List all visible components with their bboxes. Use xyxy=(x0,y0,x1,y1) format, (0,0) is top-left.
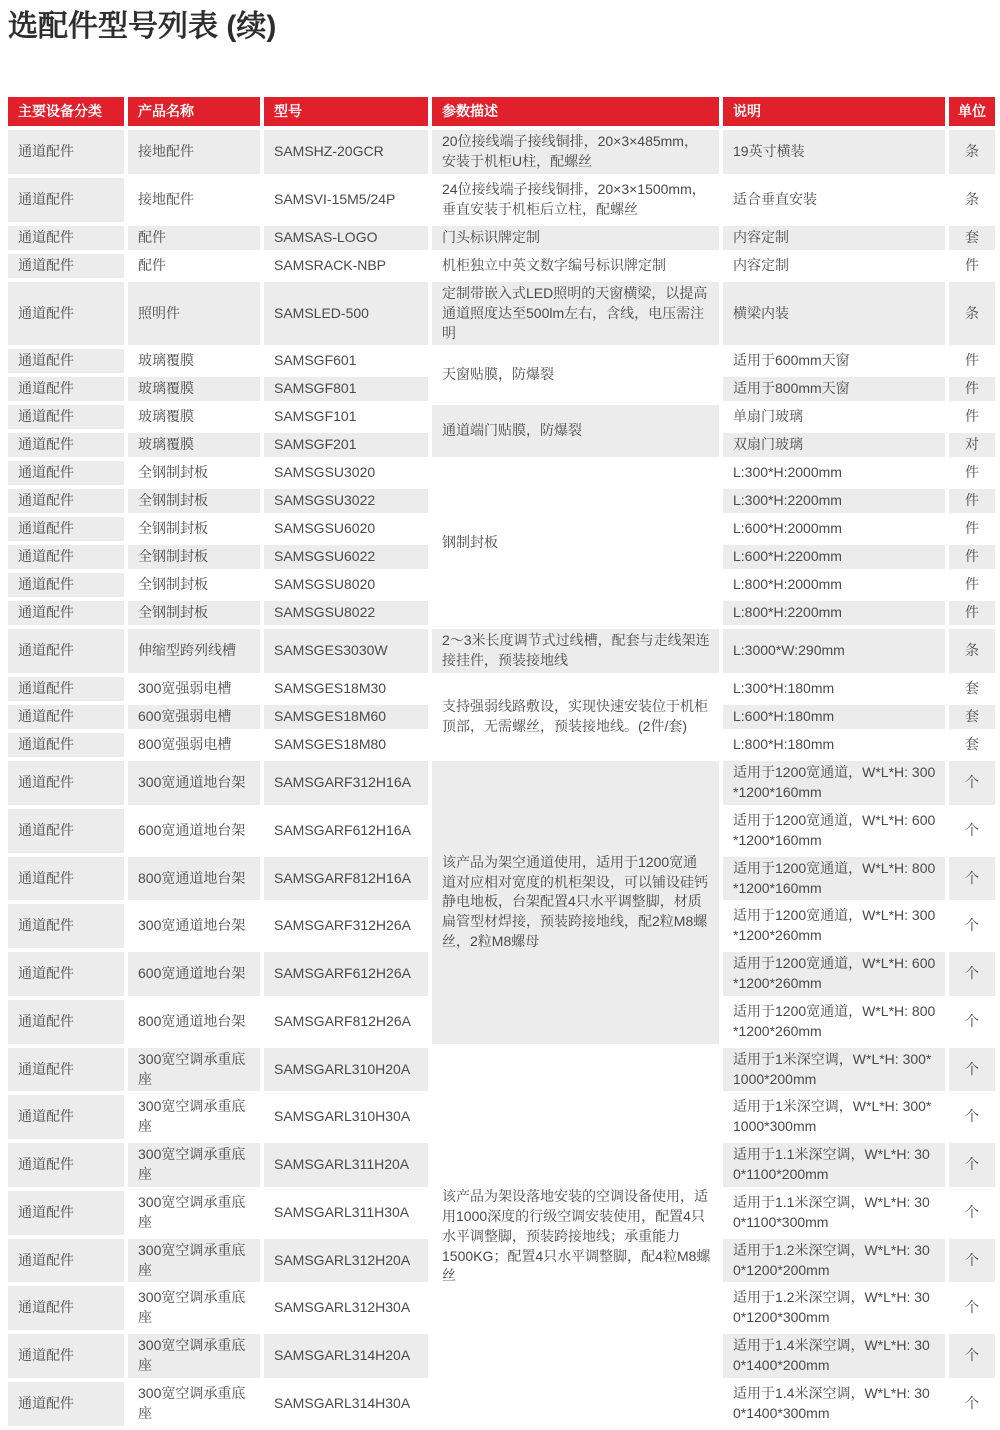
category-cell: 通道配件 xyxy=(8,573,124,597)
description-cell: 该产品为架空通道使用，适用于1200宽通道对应相对宽度的机柜架设，可以铺设硅钙静电地板，台架配置4只水平调整脚，材质扁管型材焊接，预装跨接地线，配2粒M8螺丝，2粒M8螺母 xyxy=(432,761,719,1044)
product-name-cell: 全钢制封板 xyxy=(128,573,260,597)
unit-cell: 个 xyxy=(949,1000,995,1044)
col-header-model: 型号 xyxy=(264,97,428,126)
note-cell: L:600*H:180mm xyxy=(723,705,945,729)
model-cell: SAMSGARF612H16A xyxy=(264,809,428,853)
col-header-description: 参数描述 xyxy=(432,97,719,126)
col-header-category: 主要设备分类 xyxy=(8,97,124,126)
product-name-cell: 300宽通道地台架 xyxy=(128,904,260,948)
category-cell: 通道配件 xyxy=(8,809,124,853)
unit-cell: 条 xyxy=(949,629,995,673)
model-cell: SAMSGSU3022 xyxy=(264,489,428,513)
product-name-cell: 300宽空调承重底座 xyxy=(128,1239,260,1283)
unit-cell: 套 xyxy=(949,733,995,757)
model-cell: SAMSGF101 xyxy=(264,405,428,429)
model-cell: SAMSGARL314H20A xyxy=(264,1334,428,1378)
model-cell: SAMSGES18M30 xyxy=(264,677,428,701)
unit-cell: 件 xyxy=(949,377,995,401)
category-cell: 通道配件 xyxy=(8,517,124,541)
note-cell: 双扇门玻璃 xyxy=(723,433,945,457)
category-cell: 通道配件 xyxy=(8,733,124,757)
unit-cell: 个 xyxy=(949,1382,995,1426)
note-cell: 适用于1.1米深空调，W*L*H: 300*1100*300mm xyxy=(723,1191,945,1235)
category-cell: 通道配件 xyxy=(8,433,124,457)
model-cell: SAMSVI-15M5/24P xyxy=(264,178,428,222)
model-cell: SAMSGARL312H20A xyxy=(264,1239,428,1283)
table-row xyxy=(8,629,995,673)
category-cell: 通道配件 xyxy=(8,1048,124,1092)
unit-cell: 个 xyxy=(949,809,995,853)
product-name-cell: 玻璃覆膜 xyxy=(128,405,260,429)
model-cell: SAMSGF801 xyxy=(264,377,428,401)
table-row xyxy=(8,1048,995,1092)
product-name-cell: 300宽空调承重底座 xyxy=(128,1143,260,1187)
note-cell: 适用于1.2米深空调，W*L*H: 300*1200*300mm xyxy=(723,1286,945,1330)
note-cell: L:800*H:2200mm xyxy=(723,601,945,625)
description-cell: 天窗贴膜，防爆裂 xyxy=(432,349,719,401)
product-name-cell: 800宽通道地台架 xyxy=(128,857,260,901)
note-cell: 适用于800mm天窗 xyxy=(723,377,945,401)
category-cell: 通道配件 xyxy=(8,178,124,222)
product-name-cell: 300宽空调承重底座 xyxy=(128,1382,260,1426)
product-name-cell: 伸缩型跨列线槽 xyxy=(128,629,260,673)
product-name-cell: 300宽空调承重底座 xyxy=(128,1048,260,1092)
product-name-cell: 600宽通道地台架 xyxy=(128,952,260,996)
description-cell: 该产品为架设落地安装的空调设备使用，适用1000深度的行级空调安装使用，配置4只水平调整脚，预装跨接地线；承重能力1500KG；配置4只水平调整脚，配4粒M8螺丝 xyxy=(432,1048,719,1426)
product-name-cell: 全钢制封板 xyxy=(128,489,260,513)
category-cell: 通道配件 xyxy=(8,130,124,174)
note-cell: L:3000*W:290mm xyxy=(723,629,945,673)
model-cell: SAMSGSU6022 xyxy=(264,545,428,569)
category-cell: 通道配件 xyxy=(8,226,124,250)
model-cell: SAMSGARL314H30A xyxy=(264,1382,428,1426)
description-cell: 支持强弱线路敷设，实现快速安装位于机柜顶部，无需螺丝，预装接地线。(2件/套) xyxy=(432,677,719,757)
header-row xyxy=(8,97,995,126)
page-title: 选配件型号列表 (续) xyxy=(8,10,277,43)
category-cell: 通道配件 xyxy=(8,1191,124,1235)
category-cell: 通道配件 xyxy=(8,677,124,701)
model-cell: SAMSHZ-20GCR xyxy=(264,130,428,174)
unit-cell: 个 xyxy=(949,761,995,805)
table-body xyxy=(8,130,995,1426)
note-cell: 适用于1200宽通道，W*L*H: 800*1200*160mm xyxy=(723,857,945,901)
category-cell: 通道配件 xyxy=(8,405,124,429)
unit-cell: 件 xyxy=(949,573,995,597)
product-name-cell: 300宽空调承重底座 xyxy=(128,1191,260,1235)
product-name-cell: 300宽空调承重底座 xyxy=(128,1286,260,1330)
unit-cell: 对 xyxy=(949,433,995,457)
description-cell: 定制带嵌入式LED照明的天窗横梁，以提高通道照度达至500lm左右，含线，电压需注明 xyxy=(432,282,719,346)
unit-cell: 套 xyxy=(949,677,995,701)
category-cell: 通道配件 xyxy=(8,904,124,948)
model-cell: SAMSGARF812H26A xyxy=(264,1000,428,1044)
col-header-note: 说明 xyxy=(723,97,945,126)
product-name-cell: 玻璃覆膜 xyxy=(128,433,260,457)
unit-cell: 条 xyxy=(949,178,995,222)
category-cell: 通道配件 xyxy=(8,377,124,401)
product-name-cell: 配件 xyxy=(128,254,260,278)
accessories-table xyxy=(4,93,999,1430)
model-cell: SAMSGARF612H26A xyxy=(264,952,428,996)
note-cell: L:600*H:2000mm xyxy=(723,517,945,541)
description-cell: 门头标识牌定制 xyxy=(432,226,719,250)
category-cell: 通道配件 xyxy=(8,601,124,625)
model-cell: SAMSGF601 xyxy=(264,349,428,373)
model-cell: SAMSGES18M80 xyxy=(264,733,428,757)
product-name-cell: 600宽通道地台架 xyxy=(128,809,260,853)
model-cell: SAMSGARF312H16A xyxy=(264,761,428,805)
product-name-cell: 300宽强弱电槽 xyxy=(128,677,260,701)
product-name-cell: 300宽空调承重底座 xyxy=(128,1095,260,1139)
unit-cell: 个 xyxy=(949,1191,995,1235)
description-cell: 机柜独立中英文数字编号标识牌定制 xyxy=(432,254,719,278)
unit-cell: 件 xyxy=(949,489,995,513)
note-cell: L:800*H:180mm xyxy=(723,733,945,757)
note-cell: 适用于1.1米深空调，W*L*H: 300*1100*200mm xyxy=(723,1143,945,1187)
col-header-unit: 单位 xyxy=(949,97,995,126)
product-name-cell: 玻璃覆膜 xyxy=(128,349,260,373)
model-cell: SAMSGARL311H30A xyxy=(264,1191,428,1235)
category-cell: 通道配件 xyxy=(8,1382,124,1426)
note-cell: 适用于1200宽通道，W*L*H: 600*1200*160mm xyxy=(723,809,945,853)
category-cell: 通道配件 xyxy=(8,461,124,485)
description-cell: 20位接线端子接线铜排，20×3×485mm，安装于机柜U柱，配螺丝 xyxy=(432,130,719,174)
table-row xyxy=(8,130,995,174)
model-cell: SAMSGARF812H16A xyxy=(264,857,428,901)
category-cell: 通道配件 xyxy=(8,349,124,373)
note-cell: 适用于1米深空调，W*L*H: 300*1000*300mm xyxy=(723,1095,945,1139)
product-name-cell: 接地配件 xyxy=(128,130,260,174)
product-name-cell: 玻璃覆膜 xyxy=(128,377,260,401)
category-cell: 通道配件 xyxy=(8,1095,124,1139)
category-cell: 通道配件 xyxy=(8,705,124,729)
unit-cell: 个 xyxy=(949,1048,995,1092)
note-cell: 适用于1200宽通道，W*L*H: 300*1200*160mm xyxy=(723,761,945,805)
unit-cell: 件 xyxy=(949,405,995,429)
category-cell: 通道配件 xyxy=(8,1334,124,1378)
note-cell: L:600*H:2200mm xyxy=(723,545,945,569)
note-cell: 横梁内装 xyxy=(723,282,945,346)
note-cell: 适合垂直安装 xyxy=(723,178,945,222)
category-cell: 通道配件 xyxy=(8,282,124,346)
note-cell: 适用于1200宽通道，W*L*H: 300*1200*260mm xyxy=(723,904,945,948)
category-cell: 通道配件 xyxy=(8,254,124,278)
unit-cell: 套 xyxy=(949,705,995,729)
category-cell: 通道配件 xyxy=(8,761,124,805)
note-cell: L:300*H:2000mm xyxy=(723,461,945,485)
description-cell: 通道端门贴膜，防爆裂 xyxy=(432,405,719,457)
col-header-product-name: 产品名称 xyxy=(128,97,260,126)
product-name-cell: 全钢制封板 xyxy=(128,601,260,625)
model-cell: SAMSGSU6020 xyxy=(264,517,428,541)
unit-cell: 件 xyxy=(949,517,995,541)
unit-cell: 个 xyxy=(949,904,995,948)
model-cell: SAMSGSU3020 xyxy=(264,461,428,485)
model-cell: SAMSGSU8020 xyxy=(264,573,428,597)
model-cell: SAMSLED-500 xyxy=(264,282,428,346)
unit-cell: 件 xyxy=(949,254,995,278)
unit-cell: 套 xyxy=(949,226,995,250)
product-name-cell: 全钢制封板 xyxy=(128,545,260,569)
note-cell: 适用于1.4米深空调，W*L*H: 300*1400*200mm xyxy=(723,1334,945,1378)
table-row xyxy=(8,178,995,222)
product-name-cell: 照明件 xyxy=(128,282,260,346)
table-row xyxy=(8,405,995,429)
product-name-cell: 600宽强弱电槽 xyxy=(128,705,260,729)
product-name-cell: 接地配件 xyxy=(128,178,260,222)
table-row xyxy=(8,254,995,278)
model-cell: SAMSGARL310H30A xyxy=(264,1095,428,1139)
product-name-cell: 全钢制封板 xyxy=(128,517,260,541)
model-cell: SAMSGSU8022 xyxy=(264,601,428,625)
note-cell: L:300*H:2200mm xyxy=(723,489,945,513)
category-cell: 通道配件 xyxy=(8,1143,124,1187)
note-cell: 适用于1.2米深空调，W*L*H: 300*1200*200mm xyxy=(723,1239,945,1283)
category-cell: 通道配件 xyxy=(8,629,124,673)
unit-cell: 个 xyxy=(949,857,995,901)
product-name-cell: 全钢制封板 xyxy=(128,461,260,485)
category-cell: 通道配件 xyxy=(8,1239,124,1283)
unit-cell: 个 xyxy=(949,1239,995,1283)
model-cell: SAMSRACK-NBP xyxy=(264,254,428,278)
unit-cell: 个 xyxy=(949,1143,995,1187)
unit-cell: 个 xyxy=(949,952,995,996)
category-cell: 通道配件 xyxy=(8,952,124,996)
product-name-cell: 300宽空调承重底座 xyxy=(128,1334,260,1378)
model-cell: SAMSAS-LOGO xyxy=(264,226,428,250)
unit-cell: 件 xyxy=(949,545,995,569)
note-cell: 适用于1米深空调，W*L*H: 300*1000*200mm xyxy=(723,1048,945,1092)
unit-cell: 个 xyxy=(949,1095,995,1139)
note-cell: L:300*H:180mm xyxy=(723,677,945,701)
model-cell: SAMSGARF312H26A xyxy=(264,904,428,948)
description-cell: 钢制封板 xyxy=(432,461,719,625)
table-row xyxy=(8,349,995,373)
note-cell: 内容定制 xyxy=(723,226,945,250)
note-cell: 适用于600mm天窗 xyxy=(723,349,945,373)
note-cell: 19英寸横装 xyxy=(723,130,945,174)
unit-cell: 件 xyxy=(949,349,995,373)
unit-cell: 件 xyxy=(949,601,995,625)
table-row xyxy=(8,677,995,701)
product-name-cell: 800宽通道地台架 xyxy=(128,1000,260,1044)
product-name-cell: 800宽强弱电槽 xyxy=(128,733,260,757)
note-cell: L:800*H:2000mm xyxy=(723,573,945,597)
table-row xyxy=(8,761,995,805)
model-cell: SAMSGARL312H30A xyxy=(264,1286,428,1330)
note-cell: 适用于1200宽通道，W*L*H: 600*1200*260mm xyxy=(723,952,945,996)
category-cell: 通道配件 xyxy=(8,1286,124,1330)
description-cell: 24位接线端子接线铜排，20×3×1500mm，垂直安装于机柜后立柱，配螺丝 xyxy=(432,178,719,222)
unit-cell: 条 xyxy=(949,130,995,174)
category-cell: 通道配件 xyxy=(8,1000,124,1044)
table-row xyxy=(8,282,995,346)
model-cell: SAMSGARL311H20A xyxy=(264,1143,428,1187)
model-cell: SAMSGES18M60 xyxy=(264,705,428,729)
note-cell: 单扇门玻璃 xyxy=(723,405,945,429)
category-cell: 通道配件 xyxy=(8,857,124,901)
note-cell: 适用于1200宽通道，W*L*H: 800*1200*260mm xyxy=(723,1000,945,1044)
note-cell: 适用于1.4米深空调，W*L*H: 300*1400*300mm xyxy=(723,1382,945,1426)
model-cell: SAMSGARL310H20A xyxy=(264,1048,428,1092)
unit-cell: 个 xyxy=(949,1286,995,1330)
unit-cell: 个 xyxy=(949,1334,995,1378)
note-cell: 内容定制 xyxy=(723,254,945,278)
unit-cell: 件 xyxy=(949,461,995,485)
unit-cell: 条 xyxy=(949,282,995,346)
description-cell: 2～3米长度调节式过线槽，配套与走线架连接挂件，预装接地线 xyxy=(432,629,719,673)
category-cell: 通道配件 xyxy=(8,489,124,513)
category-cell: 通道配件 xyxy=(8,545,124,569)
product-name-cell: 300宽通道地台架 xyxy=(128,761,260,805)
model-cell: SAMSGF201 xyxy=(264,433,428,457)
table-row xyxy=(8,226,995,250)
table-row xyxy=(8,461,995,485)
model-cell: SAMSGES3030W xyxy=(264,629,428,673)
product-name-cell: 配件 xyxy=(128,226,260,250)
